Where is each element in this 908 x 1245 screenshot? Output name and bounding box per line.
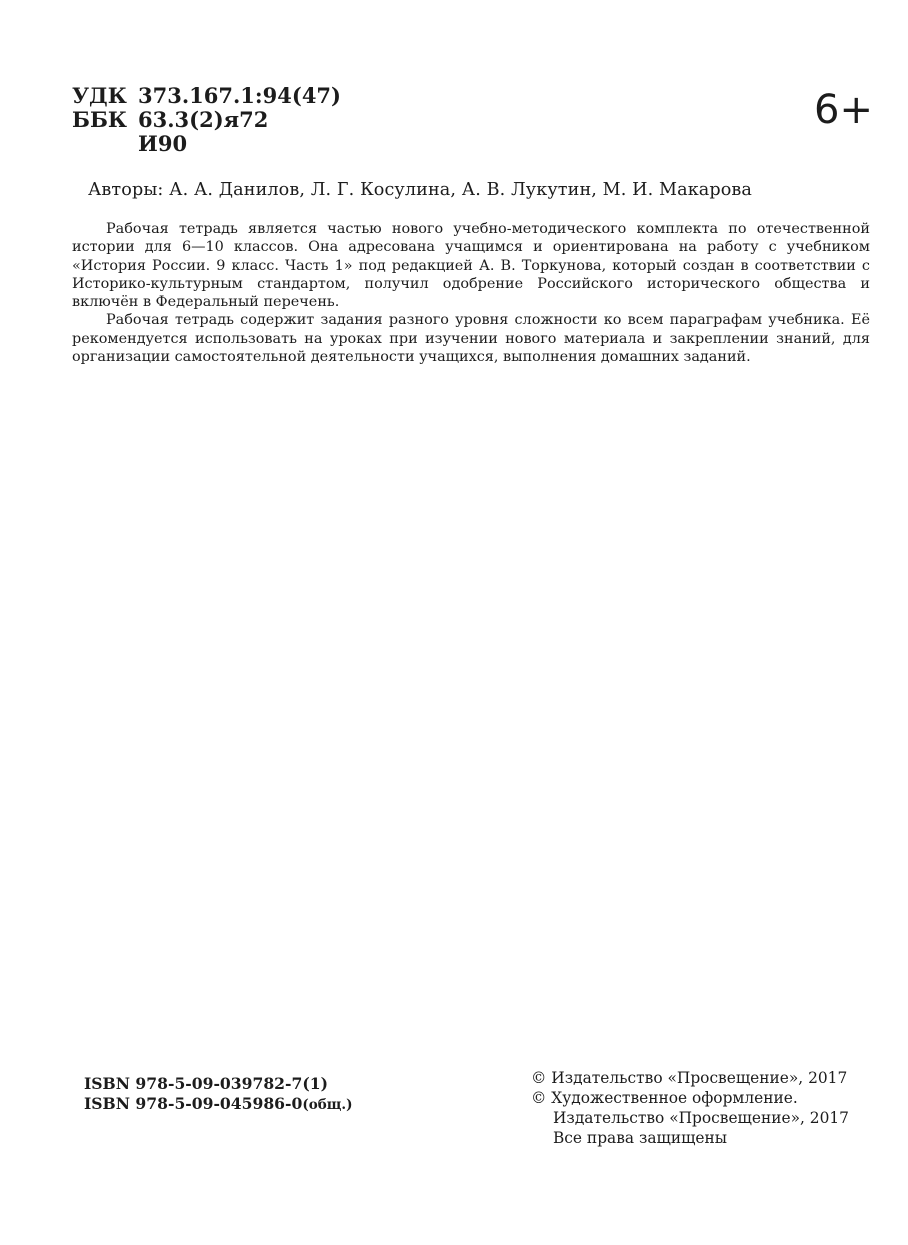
- bbk-label: ББК: [72, 107, 127, 132]
- authors-line: Авторы: А. А. Данилов, Л. Г. Косулина, А. В. Лукутин, М. И. Макарова: [88, 180, 753, 200]
- udk-value: 373.167.1:94(47): [138, 83, 341, 108]
- classification-codes: [72, 84, 341, 156]
- isbn-line-2: ISBN 978-5-09-045986-0: [84, 1094, 303, 1113]
- isbn-block: [84, 1074, 352, 1115]
- age-rating: 6+: [814, 87, 873, 133]
- copyright-line-4: Все права защищены: [553, 1129, 728, 1147]
- annotation-paragraph-2: Рабочая тетрадь содержит задания разного уровня сложности ко всем параграфам учебника. Её рекомендуется использовать на уроках при изучении нового материала и закреплении знаний, для организации самостоятельной деятельности учащихся, выполнения домашних заданий.: [72, 312, 870, 366]
- bbk-value: 63.3(2)я72: [138, 107, 269, 132]
- annotation: [72, 220, 870, 366]
- annotation-paragraph-1: Рабочая тетрадь является частью нового учебно-методического комплекта по отечественной истории для 6—10 классов. Она адресована учащимся и ориентирована на работу с учебником «История России. 9 класс. Часть 1» под редакцией А. В. Торкунова, который создан в соответствии с Историко-культурным стандартом, получил одобрение Российского исторического общества и включён в Федеральный перечень.: [72, 221, 870, 311]
- bbk-row: [72, 108, 341, 132]
- copyright-block: [531, 1068, 849, 1148]
- copyright-line-2: © Художественное оформление.: [531, 1089, 798, 1107]
- udk-label: УДК: [72, 83, 127, 108]
- isbn-line-1: ISBN 978-5-09-039782-7(1): [84, 1074, 328, 1093]
- isbn-line-2-wrap: [84, 1094, 352, 1115]
- udk-row: [72, 84, 341, 108]
- copyright-line-3: Издательство «Просвещение», 2017: [553, 1109, 849, 1127]
- copyright-line-1: © Издательство «Просвещение», 2017: [531, 1069, 848, 1087]
- author-mark: И90: [138, 131, 188, 156]
- isbn-line-2-suffix: (общ.): [302, 1097, 353, 1113]
